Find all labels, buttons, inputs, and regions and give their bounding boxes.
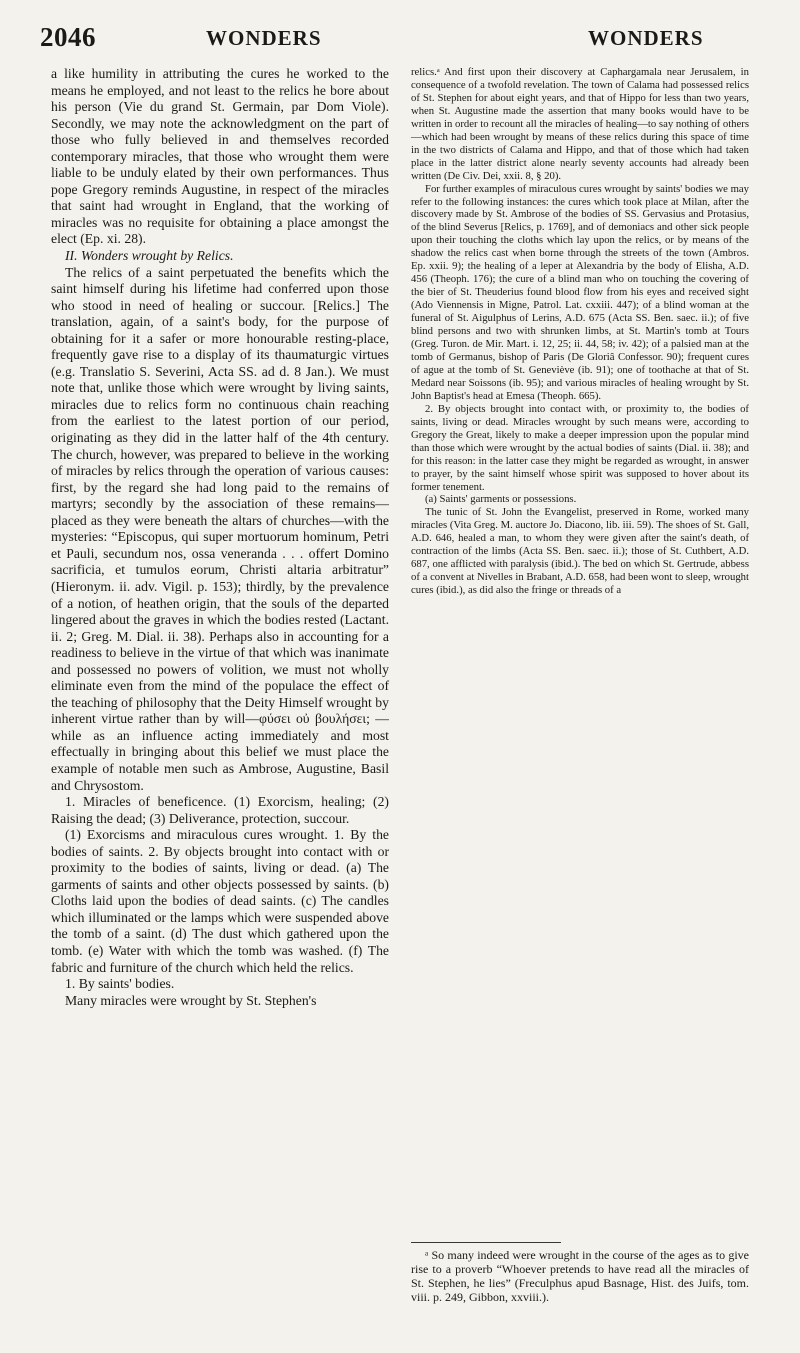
- paragraph: Many miracles were wrought by St. Stephen's: [65, 992, 317, 1008]
- footnote-text: ᵃ So many indeed were wrought in the course of the ages as to give rise to a proverb “Whoever pretends to have read all the miracles of St. Stephen, he lies” (Freculphus apud Basnage, Hist. des Juifs, tom. viii. p. 249, Gibbon, xxviii.).: [411, 1248, 749, 1304]
- paragraph: 1. Miracles of beneficence. (1) Exorcism, healing; (2) Raising the dead; (3) Deliverance, protection, succour.: [51, 794, 389, 826]
- paragraph: relics.ᵃ And first upon their discovery at Caphargamala near Jerusalem, in consequence of a twofold revelation. The town of Calama had possessed relics of St. Stephen for about eight years, and that of Hippo for less than two years, when St. Augustine made the assertion that many books would have to be written in order to recount all the miracles of healing—to say nothing of others—which had been wrought by means of these relics during this space of time in the two districts of Calama and Hippo, and that of those which had taken place in the latter district alone nearly seventy accounts had already been written (De Civ. Dei, xxii. 8, § 20).: [411, 66, 749, 182]
- subheading: 1. By saints' bodies.: [65, 976, 175, 992]
- paragraph: The relics of a saint perpetuated the benefits which the saint himself during his lifetime had conferred upon those who stood in need of healing or succour. [Relics.] The translation, again, of a saint's body, for the purpose of obtaining for it a safer or more honourable resting-place, frequently gave rise to a display of its thaumaturgic virtues (e.g. Translatio S. Severini, Acta SS. ad d. 8 Jan.). We must note that, unlike those which were wrought by living saints, miracles due to relics form no continuous chain reaching from the earliest to the latest portion of our period, originating as they did in the latter half of the 4th century. The church, however, was prepared to believe in the working of miracles by relics through the operation of various causes: first, by the regard she had long paid to the remains of martyrs; secondly by the association of these remains—placed as they were beneath the altars of churches—with the mysteries: “Episcopus, qui super mortuorum hominum, Petri et Pauli, secundum nos, ossa veneranda . . . offert Domino sacrificia, et tumulos eorum, Christi altaria arbitratur” (Hieronym. ii. adv. Vigil. p. 153); thirdly, by the prevalence of a notion, of heathen origin, that the souls of the departed lingered about the graves in which the bodies rested (Lactant. ii. 2; Greg. M. Dial. ii. 38). Perhaps also in accounting for a readiness to believe in the virtue of that which was inanimate and possessed no powers of volition, we must not wholly eliminate even from the mind of the populace the effect of the teaching of philosophy that the Deity Himself wrought by inherent virtue rather than by will—φύσει οὐ βουλήσει; —while as an influence acting immediately and most effectually in bringing about this belief we must place the example of notable men such as Ambrose, Augustine, Basil and Chrysostom.: [51, 264, 389, 793]
- footnote: [411, 1248, 749, 1304]
- running-header: [0, 14, 800, 54]
- paragraph: The tunic of St. John the Evangelist, preserved in Rome, worked many miracles (Vita Greg. M. auctore Jo. Diacono, lib. iii. 59). The shoes of St. Gall, A.D. 646, healed a man, to whom they were given after the saint's death, of contraction of the limbs (Acta SS. Ben. saec. ii.); those of St. Cuthbert, A.D. 687, one afflicted with paralysis (ibid.). The bed on which St. Gertrude, abbess of a convent at Nivelles in Brabant, A.D. 658, had been wont to sleep, wrought cures (ibid.), as did also the fringe or threads of a: [411, 506, 749, 597]
- paragraph: 2. By objects brought into contact with, or proximity to, the bodies of saints, living or dead. Miracles wrought by such means were, according to Gregory the Great, likely to make a deeper impression upon the popular mind than those which were wrought by the actual bodies of saints (Dial. ii. 38); and for this reason: in the latter case they might be regarded as wrought, in answer to prayer, by the saint himself whose spirit was supposed to hover about its former tenement.: [411, 402, 749, 493]
- running-title-right: WONDERS: [588, 26, 704, 50]
- paragraph: (1) Exorcisms and miraculous cures wrought. 1. By the bodies of saints. 2. By objects brought into contact with or proximity to the bodies of saints, living or dead. (a) The garments of saints and other objects possessed by saints. (b) Cloths laid upon the bodies of dead saints. (c) The candles which illuminated or the lamps which were suspended above the tomb of a saint. (d) The dust which gathered upon the tomb. (e) Water with which the tomb was washed. (f) The fabric and furniture of the church which held the relics.: [51, 827, 389, 975]
- subheading: (a) Saints' garments or possessions.: [425, 493, 577, 506]
- paragraph: a like humility in attributing the cures he worked to the means he employed, and not least to the relics he bore about his person (Vie du grand St. Germain, par Dom Viole). Secondly, we may note the acknowledgment on the part of those who fully believed in and themselves recorded contemporary miracles, that those who wrought them were liable to be unduly elated by their own performances. Thus pope Gregory reminds Augustine, in respect of the miracles that saint had wrought in England, that the working of miracles was no requisite for obtaining a place amongst the elect (Ep. xi. 28).: [51, 66, 389, 247]
- running-title-left: WONDERS: [206, 26, 322, 50]
- right-column: [411, 66, 749, 1306]
- footnote-rule: [411, 1242, 561, 1243]
- section-heading: II. Wonders wrought by Relics.: [65, 248, 234, 264]
- page-number: 2046: [40, 22, 96, 52]
- left-column: [51, 66, 389, 1009]
- paragraph: For further examples of miraculous cures wrought by saints' bodies we may refer to the following instances: the cures which took place at Milan, after the discovery made by St. Ambrose of the bodies of SS. Gervasius and Protasius, of the blind Severus [Relics, p. 1769], and of demoniacs and other sick people upon their touching the cloths which lay upon the relics, or by means of the shadow the relics cast when borne through the streets of the town (Ambros. Ep. xxii. 9); the healing of a leper at Alexandria by the body of Elisha, A.D. 456 (Theoph. 176); the cure of a blind man who on touching the covering of the bier of St. Theuderius found blood flow from his eyes and received sight (Ado Viennensis in Migne, Patrol. Lat. cxxiii. 447); of a blind woman at the funeral of St. Aigulphus of Lerins, A.D. 675 (Acta SS. Ben. saec. ii.); of five blind persons and two with shrunken limbs, at St. Martin's tomb at Tours (Greg. Turon. de Mir. Mart. i. 12, 25; ii. 44, 58; iv. 42); of a palsied man at the tomb of Germanus, bishop of Paris (De Gloriâ Confessor. 90); frequent cures of ague at the tomb of St. Geneviève (ib. 91); one of toothache at that of St. Medard near Soissons (ib. 95); and various miracles of healing wrought by St. John Baptist's head at Emesa (Theoph. 665).: [411, 182, 749, 402]
